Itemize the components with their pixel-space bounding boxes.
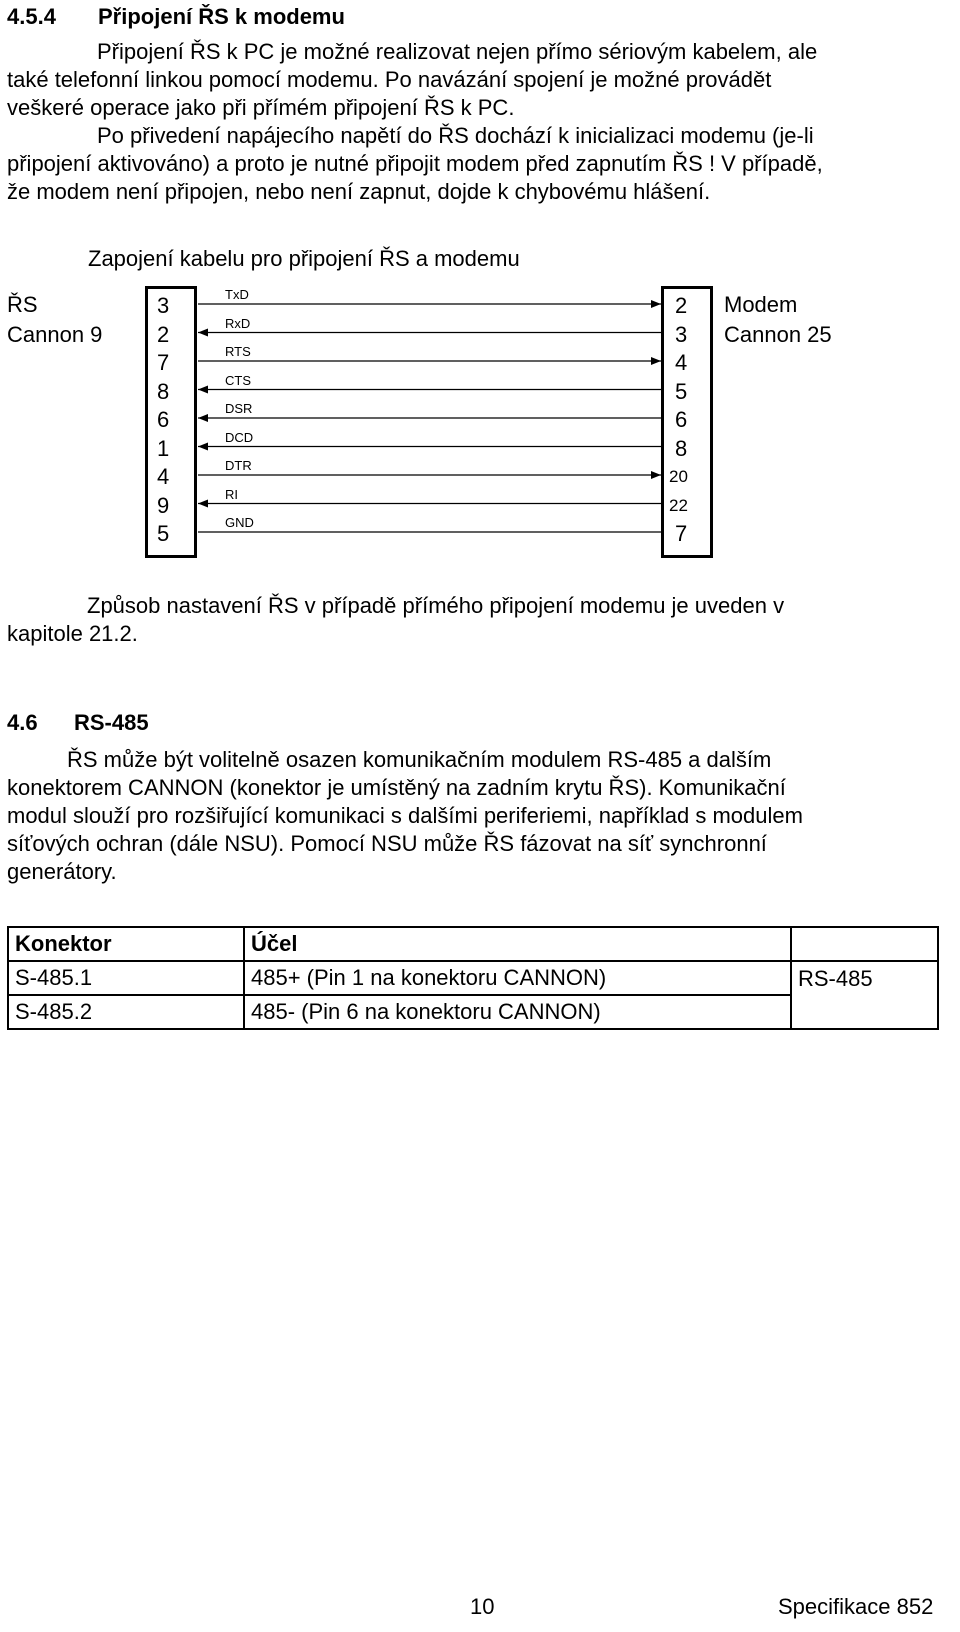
arrowhead-icon: [198, 329, 208, 337]
left-connector-label: Cannon 9: [7, 322, 103, 347]
arrowhead-icon: [198, 414, 208, 422]
right-device-label: Modem: [724, 292, 798, 317]
right-connector-label: Cannon 25: [724, 322, 832, 347]
section-46-paragraph: [7, 746, 947, 886]
left-pin-1: 1: [157, 435, 170, 461]
modem-setup-note: [7, 592, 947, 648]
right-pin-3: 3: [675, 321, 688, 347]
paragraph-line: generátory.: [7, 859, 117, 884]
right-pin-20: 20: [669, 467, 688, 486]
signal-label: RTS: [225, 344, 251, 359]
left-pin-5: 5: [157, 521, 170, 546]
paragraph-line: také telefonní linkou pomocí modemu. Po navázání spojení je možné provádět: [7, 67, 772, 92]
paragraph-line: ŘS může být volitelně osazen komunikačním modulem RS-485 a dalším: [67, 747, 772, 772]
paragraph-line: že modem není připojen, nebo není zapnut, dojde k chybovému hlášení.: [7, 179, 711, 204]
signal-label: GND: [225, 515, 254, 530]
left-pin-7: 7: [157, 350, 170, 375]
arrowhead-icon: [651, 471, 661, 479]
cable-wiring-diagram: [0, 0, 960, 600]
table-cell: S-485.2: [8, 995, 244, 1029]
left-pin-8: 8: [157, 378, 170, 404]
arrowhead-icon: [651, 300, 661, 308]
table-cell: [791, 995, 938, 1029]
right-pin-5: 5: [675, 378, 688, 404]
paragraph-line: modul slouží pro rozšiřující komunikaci s dalšími periferiemi, například s modulem: [7, 803, 803, 828]
left-pin-4: 4: [157, 464, 170, 489]
arrowhead-icon: [198, 500, 208, 508]
document-title: Specifikace 852: [778, 1594, 934, 1619]
diagram-caption: Zapojení kabelu pro připojení ŘS a modemu: [88, 246, 520, 271]
right-pin-7: 7: [675, 521, 688, 546]
paragraph-line: Připojení ŘS k PC je možné realizovat nejen přímo sériovým kabelem, ale: [97, 39, 818, 64]
paragraph-line: veškeré operace jako při přímém připojení ŘS k PC.: [7, 95, 515, 120]
table-cell: S-485.1: [8, 961, 244, 995]
table-row: [8, 961, 938, 995]
arrowhead-icon: [651, 357, 661, 365]
paragraph-line: Po přivedení napájecího napětí do ŘS dochází k inicializaci modemu (je-li: [97, 123, 814, 148]
connector-table: [7, 926, 939, 1030]
arrowhead-icon: [198, 443, 208, 451]
right-pin-6: 6: [675, 407, 688, 432]
signal-label: DTR: [225, 458, 252, 473]
note-line: Způsob nastavení ŘS v případě přímého připojení modemu je uveden v: [87, 593, 785, 618]
left-pin-2: 2: [157, 321, 170, 347]
signal-label: TxD: [225, 287, 249, 302]
arrowhead-icon: [198, 386, 208, 394]
note-line: kapitole 21.2.: [7, 621, 138, 646]
table-cell: 485+ (Pin 1 na konektoru CANNON): [244, 961, 791, 995]
section-46-title: RS-485: [74, 710, 149, 735]
table-header-cell: [791, 927, 938, 961]
table-cell: RS-485: [791, 961, 938, 995]
section-454-title: Připojení ŘS k modemu: [98, 4, 345, 29]
table-header-cell: Konektor: [8, 927, 244, 961]
section-454-number: 4.5.4: [7, 4, 56, 29]
table-header-cell: Účel: [244, 927, 791, 961]
signal-label: RI: [225, 486, 238, 502]
page-number: 10: [470, 1594, 495, 1619]
table-header-row: [8, 927, 938, 961]
table-cell: 485- (Pin 6 na konektoru CANNON): [244, 995, 791, 1029]
left-pin-3: 3: [157, 293, 170, 318]
paragraph-line: připojení aktivováno) a proto je nutné připojit modem před zapnutím ŘS ! V případě,: [7, 151, 823, 176]
right-pin-8: 8: [675, 435, 688, 461]
table-row: [8, 995, 938, 1029]
signal-label: RxD: [225, 315, 251, 331]
left-device-label: ŘS: [7, 292, 38, 317]
signal-label: DSR: [225, 401, 253, 416]
left-pin-9: 9: [157, 492, 170, 518]
paragraph-line: síťových ochran (dále NSU). Pomocí NSU může ŘS fázovat na síť synchronní: [7, 831, 767, 856]
right-pin-2: 2: [675, 293, 688, 318]
section-46-number: 4.6: [7, 710, 38, 735]
signal-label: CTS: [225, 372, 251, 388]
signal-label: DCD: [225, 429, 254, 445]
paragraph-line: konektorem CANNON (konektor je umístěný na zadním krytu ŘS). Komunikační: [7, 775, 786, 800]
right-pin-22: 22: [669, 495, 688, 515]
right-pin-4: 4: [675, 350, 688, 375]
left-pin-6: 6: [157, 407, 170, 432]
